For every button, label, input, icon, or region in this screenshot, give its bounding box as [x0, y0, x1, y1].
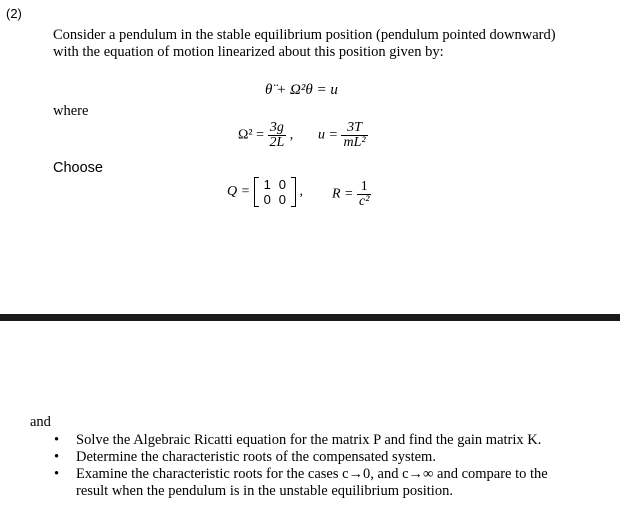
- label-choose: Choose: [53, 160, 103, 176]
- list-item-text: result when the pendulum is in the unstable equilibrium position.: [76, 483, 453, 499]
- r-definition: [332, 180, 371, 209]
- q-matrix: [254, 177, 296, 207]
- omega-definition: [238, 121, 293, 150]
- label-and: and: [30, 414, 51, 430]
- u-numerator: 3T: [341, 121, 367, 136]
- section-divider: [0, 314, 620, 321]
- q-matrix-cell: 1: [263, 177, 271, 192]
- label-where: where: [53, 103, 89, 119]
- r-denominator: c²: [359, 194, 370, 209]
- r-lhs: R =: [332, 186, 354, 202]
- list-item-continuation: [52, 483, 612, 500]
- q-matrix-row: [260, 177, 290, 192]
- intro-paragraph: [53, 27, 603, 61]
- q-separator: ,: [299, 184, 304, 200]
- q-matrix-cell: 0: [278, 177, 287, 192]
- q-matrix-row: [260, 192, 290, 207]
- list-item: [52, 432, 612, 449]
- list-item-text: Determine the characteristic roots of the compensated system.: [76, 449, 436, 465]
- u-lhs: u =: [318, 127, 338, 143]
- list-item: [52, 449, 612, 466]
- intro-line-1: Consider a pendulum in the stable equilibrium position (pendulum pointed downward): [53, 27, 556, 43]
- omega-numerator: 3g: [268, 121, 287, 136]
- equation-of-motion: θ̈ + Ω²θ = u: [265, 82, 338, 98]
- bullet-icon: •: [54, 449, 60, 465]
- question-number: (2): [6, 6, 22, 21]
- u-denominator: mL²: [343, 135, 366, 150]
- q-matrix-cell: 0: [278, 192, 287, 207]
- omega-denominator: 2L: [269, 135, 285, 150]
- q-definition: [227, 177, 303, 207]
- bullet-icon: •: [54, 432, 60, 448]
- omega-lhs: Ω² =: [238, 127, 264, 143]
- u-fraction: [341, 121, 367, 150]
- list-item-text: Examine the characteristic roots for the cases c→0, and c→∞ and compare to the: [76, 466, 548, 482]
- list-item: [52, 466, 612, 483]
- q-lhs: Q =: [227, 184, 251, 200]
- list-item-text: Solve the Algebraic Ricatti equation for the matrix P and find the gain matrix K.: [76, 432, 542, 448]
- task-list: [52, 432, 612, 500]
- intro-line-2: with the equation of motion linearized about this position given by:: [53, 44, 444, 60]
- q-matrix-cell: 0: [263, 192, 271, 207]
- r-fraction: [357, 180, 371, 209]
- omega-fraction: [268, 121, 287, 150]
- r-numerator: 1: [357, 180, 371, 195]
- omega-separator: ,: [289, 127, 294, 143]
- bullet-icon: •: [54, 466, 60, 482]
- u-definition: [318, 121, 368, 150]
